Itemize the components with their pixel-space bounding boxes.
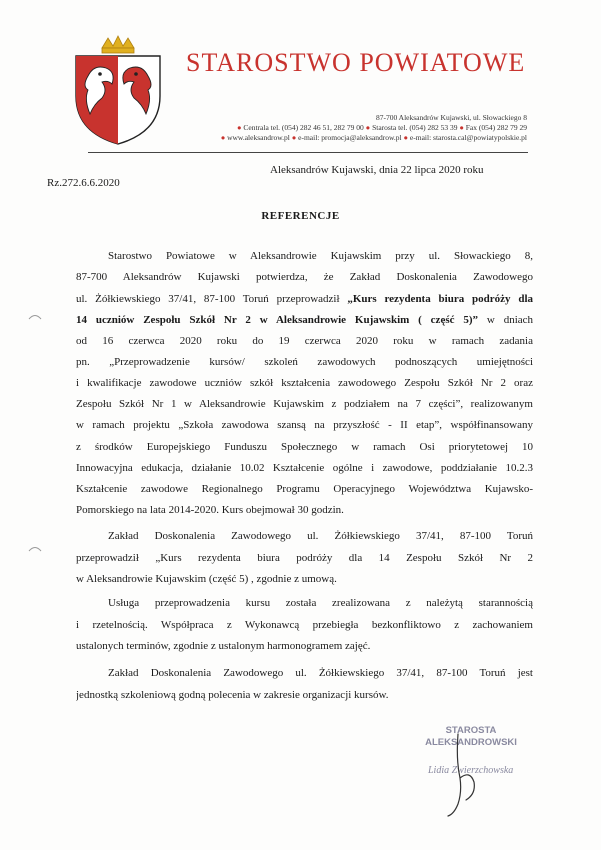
address-text: 87-700 Aleksandrów Kujawski, ul. Słowackiego 8 [375, 113, 527, 122]
reference-number: Rz.272.6.6.2020 [47, 177, 120, 189]
body-line [76, 313, 533, 327]
body-line: Innowacyjna edukacja, działanie 10.02 Kształcenie ogólne i zawodowe, poddziałanie 10.2.3 [76, 462, 533, 474]
coat-of-arms-eagle-icon [72, 34, 164, 146]
web-line [221, 133, 527, 142]
body-line: Pomorskiego na lata 2014-2020. Kurs obejmował 30 godzin. [76, 504, 344, 516]
body-line: Starostwo Powiatowe w Aleksandrowie Kujawskim przy ul. Słowackiego 8, [108, 250, 533, 262]
address-line [376, 113, 527, 122]
starosta-email-link[interactable]: e-mail: starosta.cal@powiatypolskie.pl [409, 133, 527, 142]
punch-hole-mark-icon [28, 544, 42, 552]
date-line: Aleksandrów Kujawski, dnia 22 lipca 2020 roku [270, 164, 484, 176]
fax-number: Fax (054) 282 79 29 [465, 123, 527, 132]
body-line: w ramach projektu „Szkoła zawodowa szansą na przyszłość - II etap”, współfinansowany [76, 419, 533, 431]
promo-email-link[interactable]: e-mail: promocja@aleksandrow.pl [298, 133, 402, 142]
bullet-dot-icon: ● [236, 123, 242, 132]
body-line: z środków Europejskiego Funduszu Społecznego w ramach Osi priorytetowej 10 [76, 441, 533, 453]
course-title-bold: „Kurs rezydenta biura podróży dla [347, 293, 533, 305]
stamp-office: ALEKSANDROWSKI [425, 737, 517, 748]
stamp-title: STAROSTA [445, 725, 497, 736]
organization-name: STAROSTWO POWIATOWE [186, 48, 526, 77]
body-text: w dniach [486, 314, 533, 326]
starosta-phone: Starosta tel. (054) 282 53 39 [372, 123, 458, 132]
bullet-dot-icon: ● [220, 133, 226, 142]
bullet-dot-icon: ● [291, 133, 297, 142]
handwritten-signature-icon [436, 730, 486, 820]
bullet-dot-icon: ● [403, 133, 409, 142]
stamp-signatory-name: Lidia Zwierzchowska [428, 765, 514, 776]
website-link[interactable]: www.aleksandrow.pl [227, 133, 290, 142]
body-line: Kształcenie zawodowe Regionalnego Programu Operacyjnego Województwa Kujawsko- [76, 483, 533, 495]
body-line [76, 292, 533, 306]
header-divider [88, 152, 528, 153]
phone-line [237, 123, 527, 132]
punch-hole-mark-icon [28, 312, 42, 320]
participants-bold: 14 uczniów Zespołu Szkół Nr 2 w Aleksandrowie Kujawskim ( część 5)” [76, 314, 479, 326]
body-line: w Aleksandrowie Kujawskim (część 5) , zgodnie z umową. [76, 573, 337, 585]
body-line: Usługa przeprowadzenia kursu została zrealizowana z należytą starannością [108, 597, 533, 609]
body-line: Zakład Doskonalenia Zawodowego ul. Żółkiewskiego 37/41, 87-100 Toruń [108, 530, 533, 542]
body-text: ul. Żółkiewskiego 37/41, 87-100 Toruń przeprowadził [76, 293, 340, 305]
body-line: od 16 czerwca 2020 roku do 19 czerwca 2020 roku w ramach zadania [76, 335, 533, 347]
body-line: jednostką szkoleniową godną polecenia w zakresie organizacji kursów. [76, 689, 389, 701]
document-heading: REFERENCJE [261, 210, 340, 222]
body-line: ustalonych terminów, zgodnie z ustalonym harmonogramem zajęć. [76, 640, 371, 652]
body-line: przeprowadził „Kurs rezydenta biura podróży dla 14 Zespołu Szkół Nr 2 [76, 552, 533, 564]
central-phone: Centrala tel. (054) 282 46 51, 282 79 00 [243, 123, 364, 132]
body-line: 87-700 Aleksandrów Kujawski potwierdza, że Zakład Doskonalenia Zawodowego [76, 271, 533, 283]
bullet-dot-icon: ● [459, 123, 464, 132]
body-line: i kwalifikacje zawodowe uczniów szkół kształcenia zawodowego Zespołu Szkół Nr 2 oraz [76, 377, 533, 389]
body-line: Zespołu Szkół Nr 1 w Aleksandrowie Kujawskim z podziałem na 7 części”, realizowanym [76, 398, 533, 410]
bullet-dot-icon: ● [365, 123, 371, 132]
body-line: i rzetelnością. Współpraca z Wykonawcą przebiegła bezkonfliktowo z zachowaniem [76, 619, 533, 631]
body-line: Zakład Doskonalenia Zawodowego ul. Żółkiewskiego 37/41, 87-100 Toruń jest [108, 667, 533, 679]
body-line: pn. „Przeprowadzenie kursów/ szkoleń zawodowych podnoszących umiejętności [76, 356, 533, 368]
